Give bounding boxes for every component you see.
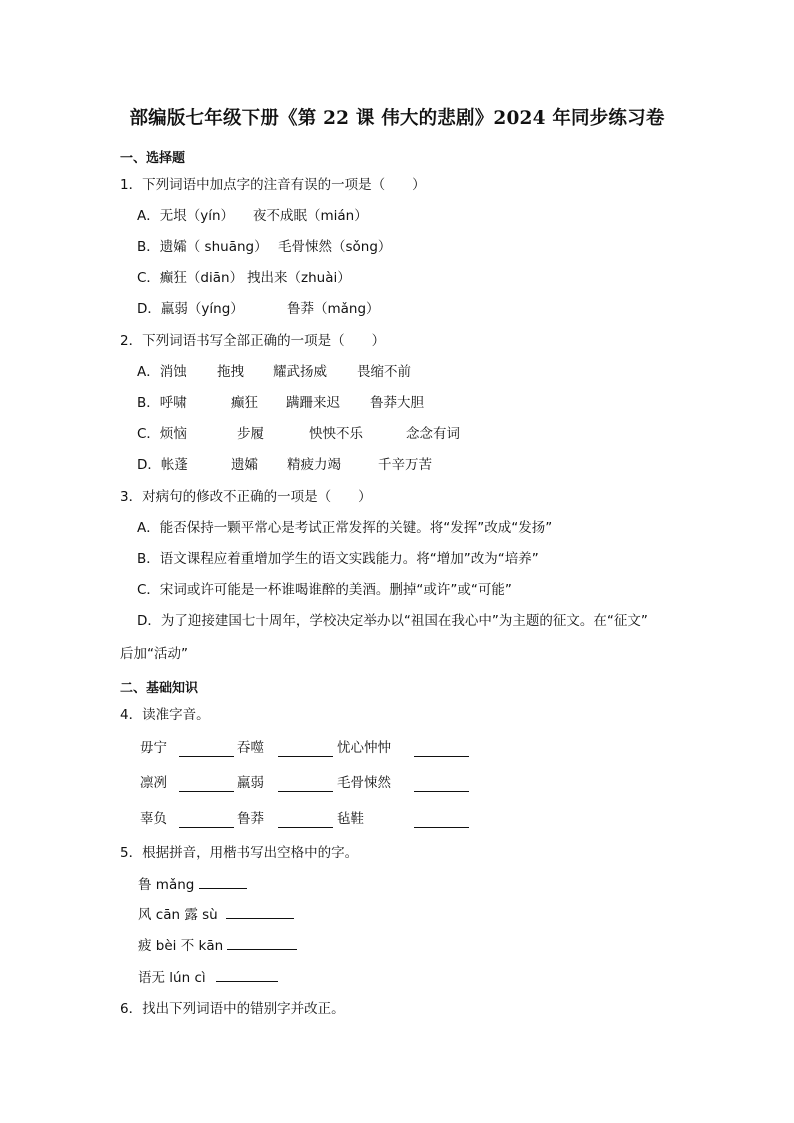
q2-option-d-word-4: 千辛万苦	[378, 457, 432, 473]
q2-option-d-word-2: 遗孀	[231, 457, 258, 473]
q1-option-a-word-2: 夜不成眠（mián）	[253, 208, 368, 224]
q1-option-a	[137, 207, 368, 225]
q2-option-c	[137, 425, 460, 443]
q4-row-3	[140, 810, 480, 832]
q4-word: 鲁莽	[237, 811, 264, 827]
q3-option-c: C．宋词或许可能是一杯谁喝谁醉的美酒。删掉“或许”或“可能”	[137, 582, 512, 598]
q4-row-2	[140, 774, 480, 796]
answer-blank[interactable]	[278, 755, 333, 757]
q2-option-c-word-1: C．烦恼	[137, 426, 187, 442]
q1-option-c	[137, 269, 351, 287]
q4-row-1	[140, 739, 480, 761]
q1-option-d-word-1: D．羸弱（yíng）	[137, 301, 244, 317]
section-heading-basics: 二、基础知识	[120, 681, 199, 696]
q2-option-c-word-3: 怏怏不乐	[309, 426, 363, 442]
q2-option-b-word-2: 癫狂	[231, 395, 258, 411]
question-1-stem: 1．下列词语中加点字的注音有误的一项是（ ）	[120, 177, 426, 193]
q5-item-2	[138, 906, 294, 924]
q2-option-b-word-1: B．呼啸	[137, 395, 187, 411]
q2-option-d	[137, 456, 432, 474]
q2-option-b	[137, 394, 424, 412]
q5-item-1	[138, 876, 247, 894]
q1-option-c-word-2: 拽出来（zhuài）	[247, 270, 351, 286]
q5-prompt: 疲 bèi 不 kān	[138, 938, 224, 954]
q5-prompt: 风 cān 露 sù	[138, 907, 218, 923]
question-4-stem: 4．读准字音。	[120, 707, 210, 723]
q1-option-c-word-1: C．癫狂（diān）	[137, 270, 244, 286]
q2-option-a-word-2: 拖拽	[217, 364, 244, 380]
q3-option-d: D．为了迎接建国七十周年，学校决定举办以“祖国在我心中”为主题的征文。在“征文”	[137, 613, 648, 629]
q4-word: 辜负	[140, 811, 167, 827]
q4-word: 吞噬	[237, 740, 264, 756]
q5-prompt: 鲁 mǎng	[138, 877, 195, 893]
q1-option-b	[137, 238, 392, 256]
q1-option-b-word-1: B．遗孀（ shuāng）	[137, 239, 268, 255]
answer-blank[interactable]	[179, 790, 234, 792]
q4-word: 忧心忡忡	[337, 740, 391, 756]
page-title: 部编版七年级下册《第 22 课 伟大的悲剧》2024 年同步练习卷	[129, 108, 665, 129]
answer-blank[interactable]	[216, 969, 278, 982]
q2-option-b-word-4: 鲁莽大胆	[370, 395, 424, 411]
answer-blank[interactable]	[414, 790, 469, 792]
q2-option-a-word-3: 耀武扬威	[273, 364, 327, 380]
q5-item-4	[138, 969, 278, 987]
q2-option-d-word-1: D．帐蓬	[137, 457, 188, 473]
q2-option-a	[137, 363, 411, 381]
q1-option-d	[137, 300, 380, 318]
q2-option-c-word-4: 念念有词	[406, 426, 460, 442]
answer-blank[interactable]	[199, 876, 247, 889]
q2-option-a-word-4: 畏缩不前	[357, 364, 411, 380]
question-2-stem: 2．下列词语书写全部正确的一项是（ ）	[120, 333, 386, 349]
q2-option-d-word-3: 精疲力竭	[287, 457, 341, 473]
answer-blank[interactable]	[278, 790, 333, 792]
q2-option-a-word-1: A．消蚀	[137, 364, 187, 380]
answer-blank[interactable]	[278, 826, 333, 828]
q3-option-d-continued: 后加“活动”	[120, 646, 188, 662]
answer-blank[interactable]	[226, 906, 294, 919]
q4-word: 毋宁	[140, 740, 167, 756]
answer-blank[interactable]	[179, 826, 234, 828]
q3-option-a: A．能否保持一颗平常心是考试正常发挥的关键。将“发挥”改成“发扬”	[137, 520, 553, 536]
q5-item-3	[138, 937, 297, 955]
q4-word: 凛冽	[140, 775, 167, 791]
q5-prompt: 语无 lún cì	[138, 970, 206, 986]
q2-option-c-word-2: 步履	[237, 426, 264, 442]
answer-blank[interactable]	[414, 755, 469, 757]
q3-option-b: B．语文课程应着重增加学生的语文实践能力。将“增加”改为“培养”	[137, 551, 539, 567]
question-6-stem: 6．找出下列词语中的错别字并改正。	[120, 1001, 345, 1017]
q4-word: 毛骨悚然	[337, 775, 391, 791]
answer-blank[interactable]	[179, 755, 234, 757]
q4-word: 羸弱	[237, 775, 264, 791]
q1-option-b-word-2: 毛骨悚然（sǒng）	[278, 239, 392, 255]
question-5-stem: 5．根据拼音，用楷书写出空格中的字。	[120, 845, 359, 861]
question-3-stem: 3．对病句的修改不正确的一项是（ ）	[120, 489, 372, 505]
answer-blank[interactable]	[414, 826, 469, 828]
answer-blank[interactable]	[227, 937, 297, 950]
q2-option-b-word-3: 蹒跚来迟	[286, 395, 340, 411]
q1-option-d-word-2: 鲁莽（mǎng）	[287, 301, 380, 317]
q4-word: 毡鞋	[337, 811, 364, 827]
q1-option-a-word-1: A．无垠（yín）	[137, 208, 235, 224]
section-heading-choice: 一、选择题	[120, 151, 186, 166]
